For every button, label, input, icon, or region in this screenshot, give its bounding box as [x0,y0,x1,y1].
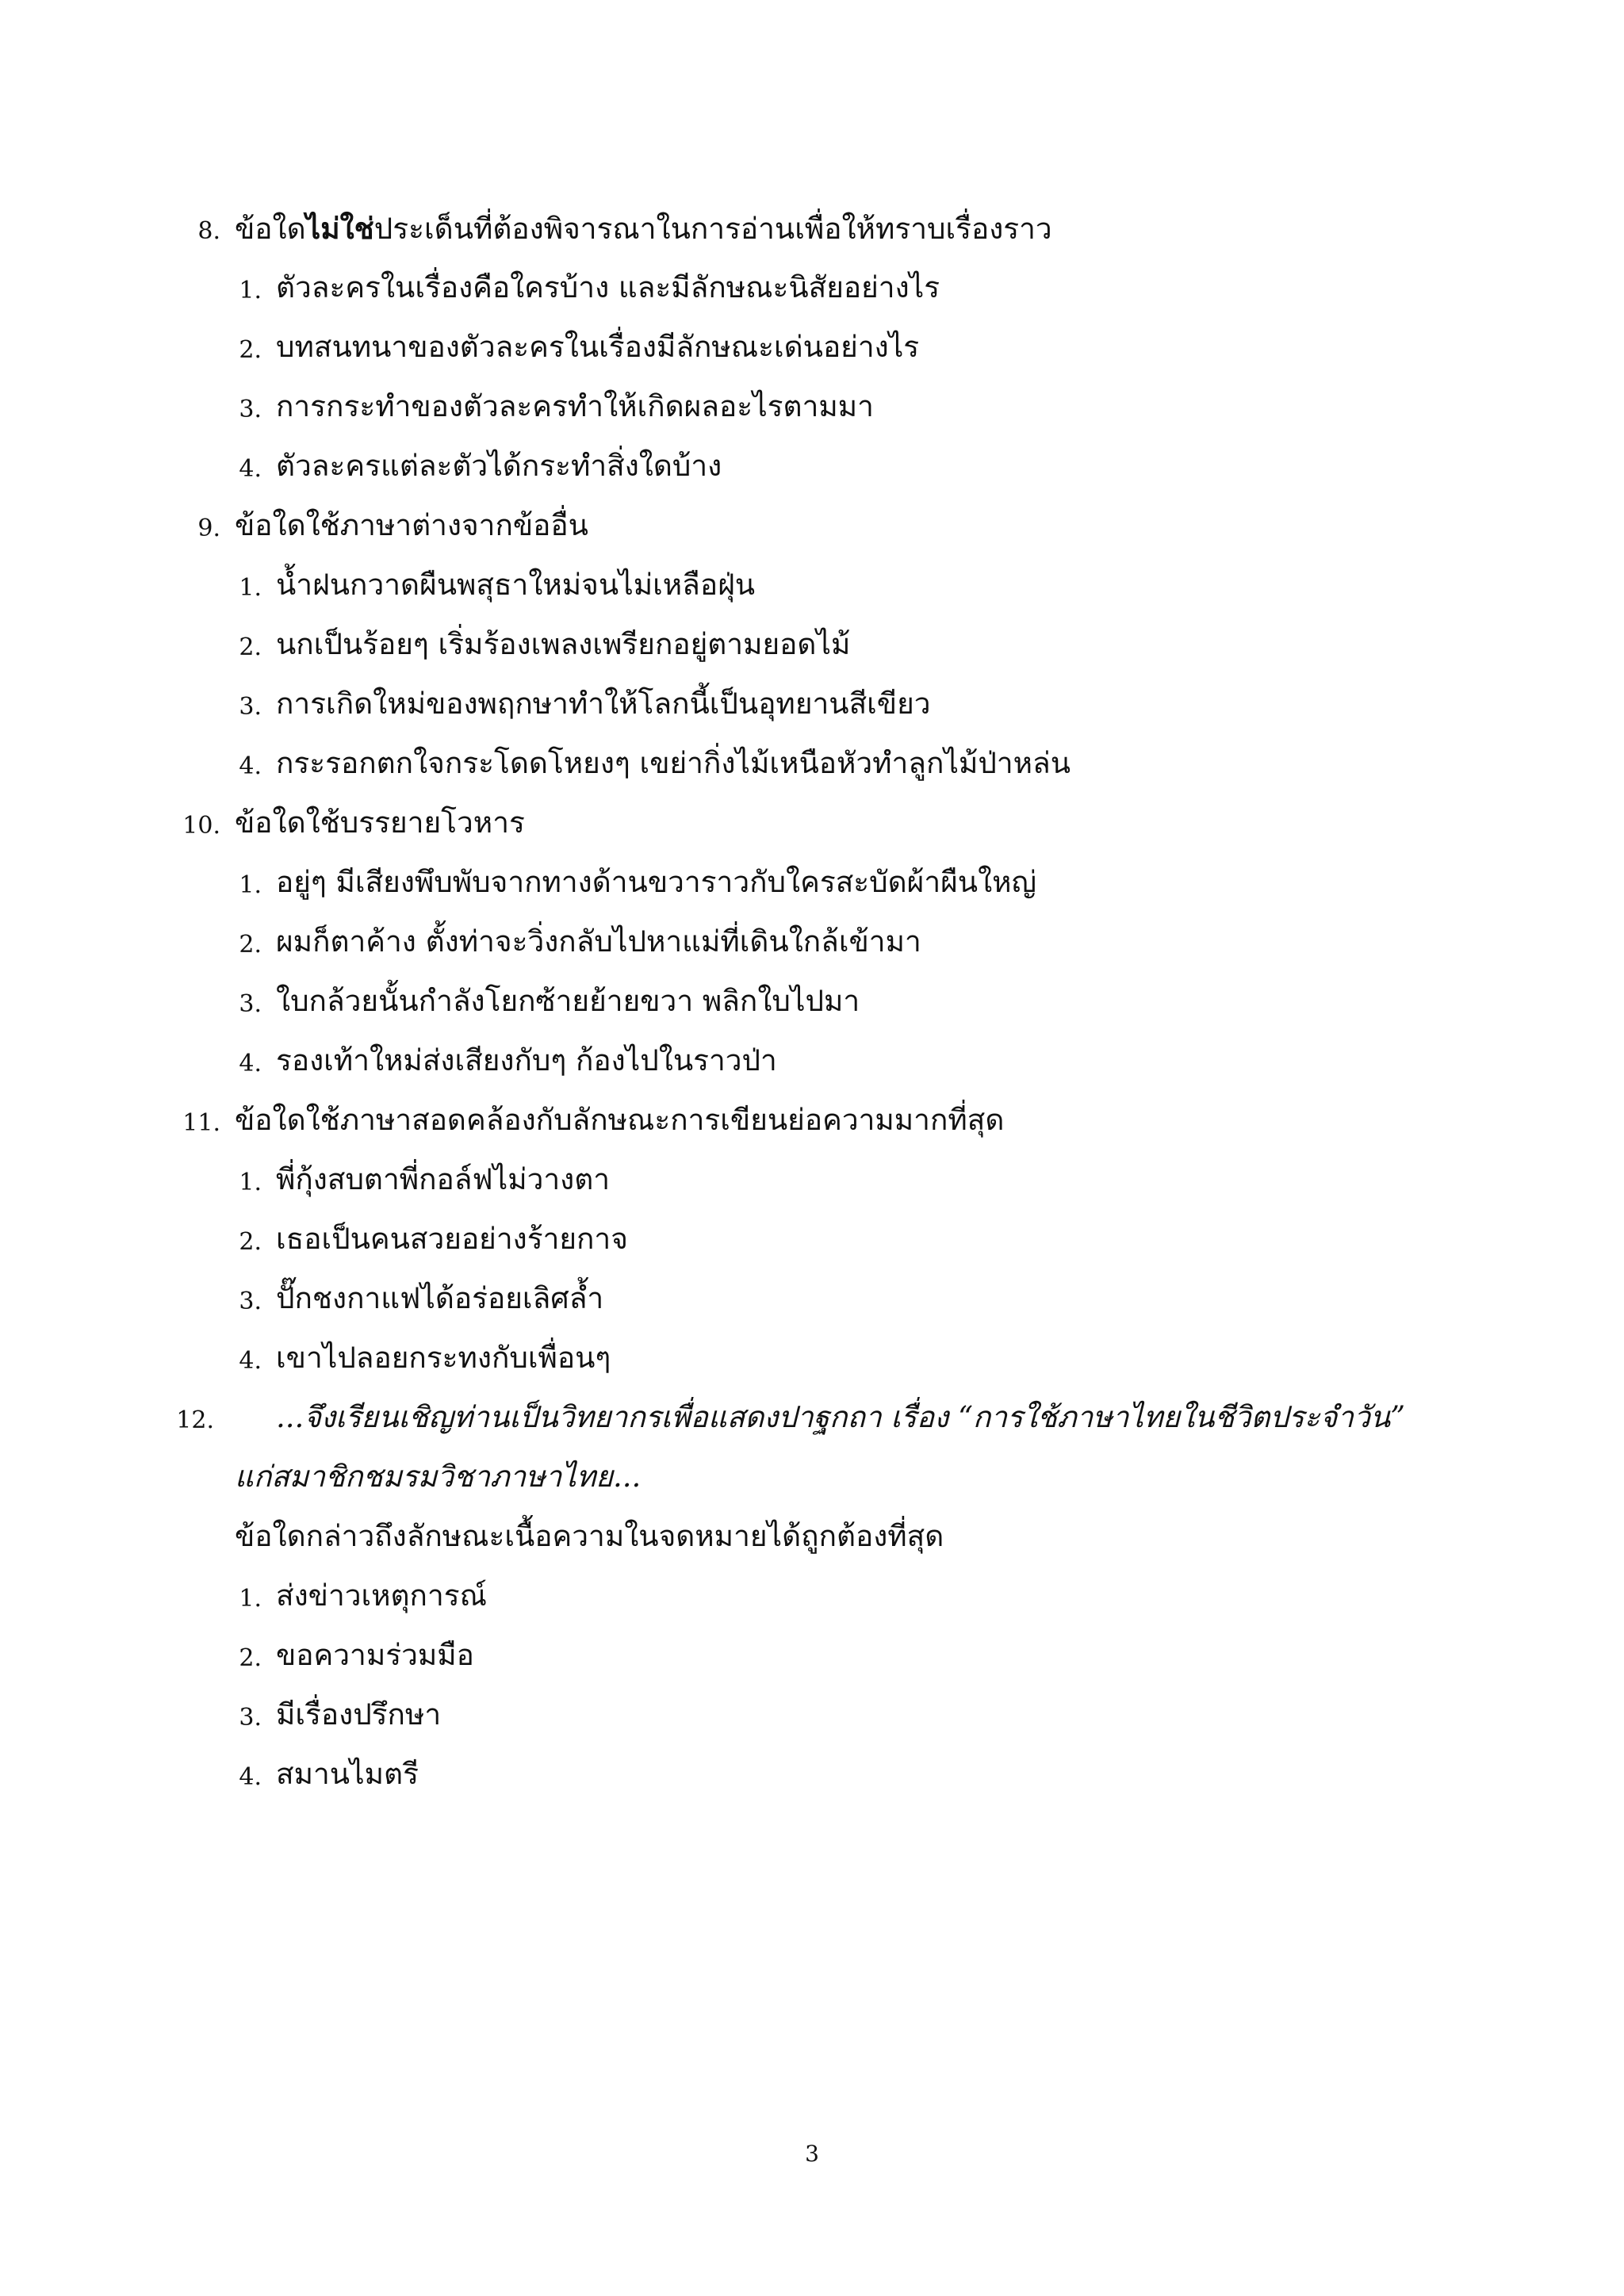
option-text: กระรอกตกใจกระโดดโหยงๆ เขย่ากิ่งไม้เหนือหัวทำลูกไม้ป่าหล่น [276,746,1071,780]
question-number: 9. [197,515,220,542]
option-text: สมานไมตรี [276,1757,419,1791]
question-text: ข้อใดใช้ภาษาต่างจากข้ออื่น [235,508,588,542]
option-number: 4. [239,455,262,483]
option-text: ขอความร่วมมือ [276,1638,474,1672]
option-text: การกระทำของตัวละครทำให้เกิดผลอะไรตามมา [276,389,874,423]
option-number: 2. [239,1228,262,1256]
question-text: ข้อใดใช้ภาษาสอดคล้องกับลักษณะการเขียนย่อความมากที่สุด [235,1103,1005,1137]
option-text: ผมก็ตาค้าง ตั้งท่าจะวิ่งกลับไปหาแม่ที่เดินใกล้เข้ามา [276,924,921,959]
question-number: 12. [176,1406,214,1434]
question-text: ข้อใดใช้บรรยายโวหาร [235,806,525,840]
question-text-emphasis: ไม่ใช่ [305,211,374,246]
option-number: 3. [239,1704,262,1732]
option-number: 3. [239,990,262,1018]
option-text: ตัวละครในเรื่องคือใครบ้าง และมีลักษณะนิสัยอย่างไร [276,270,940,304]
question-text-prefix: ข้อใด [235,212,306,246]
option-text: พี่กุ้งสบตาพี่กอล์ฟไม่วางตา [276,1162,611,1196]
question-number: 11. [182,1109,220,1137]
question-text [235,209,1052,248]
option-text: ปั๊กชงกาแฟได้อร่อยเลิศล้ำ [276,1281,604,1315]
option-number: 1. [239,871,262,899]
question-text-suffix: ประเด็นที่ต้องพิจารณาในการอ่านเพื่อให้ทราบเรื่องราว [373,212,1052,246]
option-number: 1. [239,574,262,602]
option-number: 4. [239,1347,262,1375]
option-text: น้ำฝนกวาดผืนพสุธาใหม่จนไม่เหลือฝุ่น [276,568,756,602]
option-text: นกเป็นร้อยๆ เริ่มร้องเพลงเพรียกอยู่ตามยอดไม้ [276,627,851,661]
option-number: 3. [239,693,262,721]
option-number: 4. [239,752,262,780]
letter-quote-line-2: แก่สมาชิกชมรมวิชาภาษาไทย... [235,1460,642,1494]
option-number: 1. [239,1169,262,1196]
option-text: ส่งข่าวเหตุการณ์ [276,1578,487,1613]
option-text: ตัวละครแต่ละตัวได้กระทำสิ่งใดบ้าง [276,449,722,483]
option-number: 4. [239,1763,262,1791]
option-text: บทสนทนาของตัวละครในเรื่องมีลักษณะเด่นอย่างไร [276,330,920,364]
question-number: 10. [182,812,220,840]
page-number: 3 [805,2141,819,2167]
option-number: 1. [239,277,262,304]
option-text: ใบกล้วยนั้นกำลังโยกซ้ายย้ายขวา พลิกใบไปมา [276,984,860,1018]
option-text: เธอเป็นคนสวยอย่างร้ายกาจ [276,1222,628,1256]
letter-quote-line-1: ...จึงเรียนเชิญท่านเป็นวิทยากรเพื่อแสดงปาฐกถา เรื่อง “การใช้ภาษาไทยในชีวิตประจำวัน” [276,1400,1406,1434]
option-number: 2. [239,633,262,661]
option-text: การเกิดใหม่ของพฤกษาทำให้โลกนี้เป็นอุทยานสีเขียว [276,687,931,721]
question-text: ข้อใดกล่าวถึงลักษณะเนื้อความในจดหมายได้ถูกต้องที่สุด [235,1519,944,1553]
option-number: 4. [239,1050,262,1077]
option-number: 3. [239,1288,262,1315]
option-text: อยู่ๆ มีเสียงพึบพับจากทางด้านขวาราวกับใครสะบัดผ้าผืนใหญ่ [276,865,1037,899]
option-number: 1. [239,1585,262,1613]
option-number: 3. [239,396,262,423]
option-number: 2. [239,931,262,959]
option-number: 2. [239,1644,262,1672]
option-text: รองเท้าใหม่ส่งเสียงกับๆ ก้องไปในราวป่า [276,1043,777,1077]
option-text: เขาไปลอยกระทงกับเพื่อนๆ [276,1341,611,1375]
question-number: 8. [197,217,220,245]
option-text: มีเรื่องปรึกษา [276,1697,442,1732]
option-number: 2. [239,336,262,364]
